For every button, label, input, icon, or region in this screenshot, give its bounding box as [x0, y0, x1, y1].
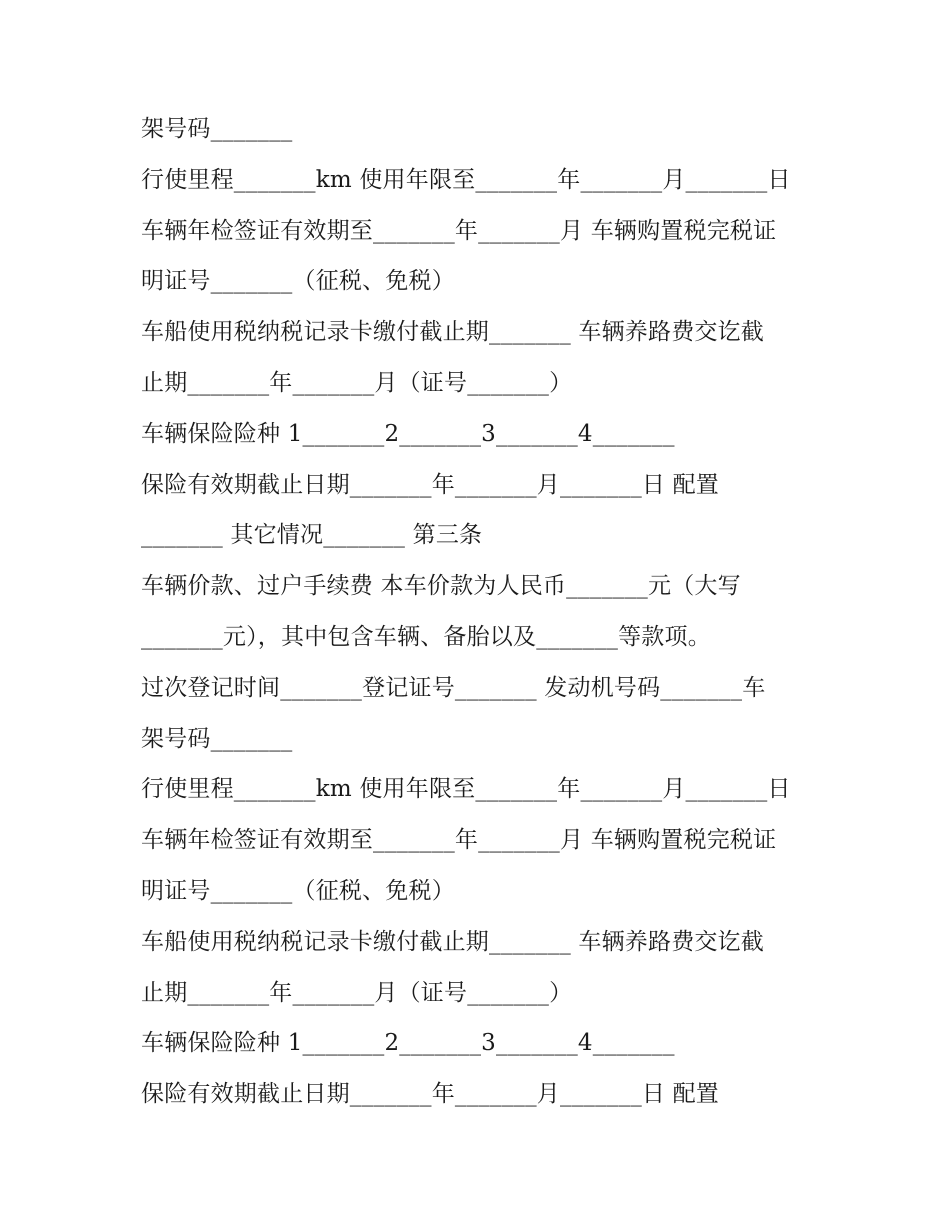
document-body: [141, 104, 821, 1120]
text-line: 车辆价款、过户手续费 本车价款为人民币_______元（大写: [141, 573, 741, 600]
text-line: 车辆年检签证有效期至_______年_______月 车辆购置税完税证: [141, 827, 777, 854]
text-line: 车辆保险险种 1_______2_______3_______4_______: [141, 1030, 675, 1057]
text-line: _______元），其中包含车辆、备胎以及_______等款项。: [141, 623, 711, 650]
text-line: 明证号_______（征税、免税）: [141, 268, 455, 295]
text-line: 止期_______年_______月（证号_______）: [141, 369, 573, 396]
text-line: 车船使用税纳税记录卡缴付截止期_______ 车辆养路费交讫截: [141, 319, 765, 346]
text-line: 明证号_______（征税、免税）: [141, 877, 455, 904]
text-line: 止期_______年_______月（证号_______）: [141, 979, 573, 1006]
text-line: 保险有效期截止日期_______年_______月_______日 配置: [141, 1081, 720, 1108]
text-line: 车辆年检签证有效期至_______年_______月 车辆购置税完税证: [141, 217, 777, 244]
text-line: 保险有效期截止日期_______年_______月_______日 配置: [141, 471, 720, 498]
text-line: 过次登记时间_______登记证号_______ 发动机号码_______车: [141, 674, 766, 701]
text-line: 车辆保险险种 1_______2_______3_______4_______: [141, 420, 675, 447]
text-line: 行使里程_______km 使用年限至_______年_______月_______日: [141, 166, 791, 193]
text-line: 行使里程_______km 使用年限至_______年_______月_______日: [141, 776, 791, 803]
text-line: 架号码_______: [141, 725, 293, 752]
text-line: 架号码_______: [141, 116, 293, 142]
text-line: _______ 其它情况_______ 第三条: [141, 522, 483, 549]
text-line: 车船使用税纳税记录卡缴付截止期_______ 车辆养路费交讫截: [141, 928, 765, 955]
